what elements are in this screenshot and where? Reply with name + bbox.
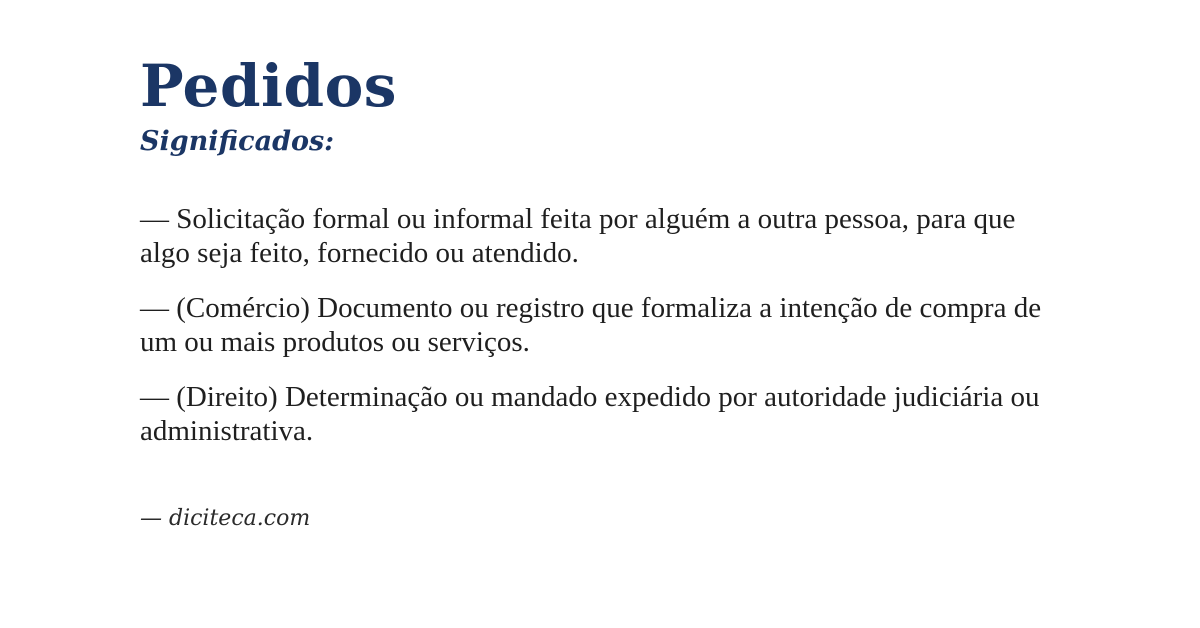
definition-item-2: — (Comércio) Documento ou registro que formaliza a intenção de compra de um ou mais produtos ou serviços. xyxy=(140,291,1042,358)
subtitle-significados: Significados: xyxy=(140,125,335,157)
definition-item-1: — Solicitação formal ou informal feita por alguém a outra pessoa, para que algo seja feito, fornecido ou atendido. xyxy=(140,202,1016,269)
definitions-list xyxy=(140,202,1055,448)
definition-item-3: — (Direito) Determinação ou mandado expedido por autoridade judiciária ou administrativa. xyxy=(140,380,1040,447)
page-title: Pedidos xyxy=(140,52,397,120)
attribution-source: — diciteca.com xyxy=(140,505,311,531)
